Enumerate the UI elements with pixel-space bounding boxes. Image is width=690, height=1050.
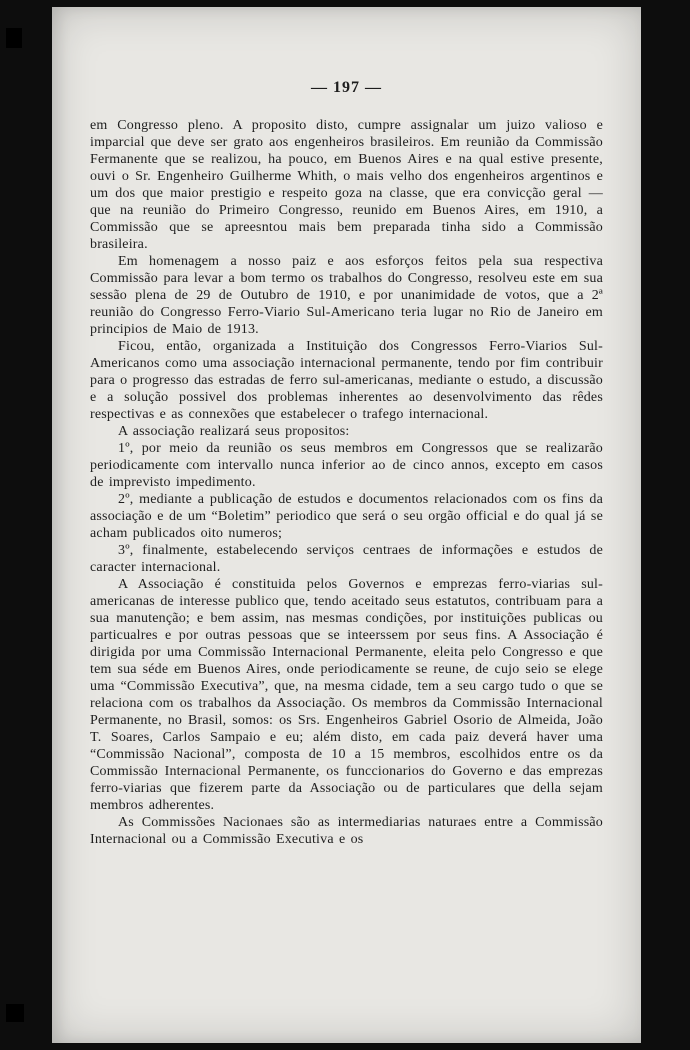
paragraph: 1º, por meio da reunião os seus membros em Congressos que se realizarão periodicamente com intervallo nunca inferior ao de cinco annos, excepto em casos de imprevisto impedimento.	[90, 441, 603, 490]
paragraph: As Commissões Nacionaes são as intermediarias naturaes entre a Commissão Internacional ou a Commissão Executiva e os	[90, 815, 603, 847]
document-page	[52, 7, 641, 1043]
paragraph: Em homenagem a nosso paiz e aos esforços feitos pela sua respectiva Commissão para levar a bom termo os trabalhos do Congresso, resolveu este em sua sessão plena de 29 de Outubro de 1910, e por unanimidade de votos, que a 2ª reunião do Congresso Ferro-Viario Sul-Americano teria lugar no Rio de Janeiro em principios de Maio de 1913.	[90, 254, 603, 337]
scan-artifact-bottom	[6, 1004, 24, 1022]
paragraph: A associação realizará seus propositos:	[118, 424, 350, 439]
paragraph: 2º, mediante a publicação de estudos e documentos relacionados com os fins da associação e de um “Boletim” periodico que será o seu orgão official e do qual já se acham publicados oito numeros;	[90, 492, 603, 541]
scan-artifact-top	[6, 28, 22, 48]
paragraph: 3º, finalmente, estabelecendo serviços centraes de informações e estudos de caracter internacional.	[90, 543, 603, 575]
body-text	[90, 117, 603, 848]
paragraph: A Associação é constituida pelos Governos e emprezas ferro-viarias sul-americanas de interesse publico que, tendo aceitado seus estatutos, contribuam para a sua manutenção; e bem assim, nas mesmas condições, por instituições publicas ou particualres e por outras pessoas que se inteerssem por seus fins. A Associação é dirigida por uma Commissão Internacional Permanente, eleita pelo Congresso e que tem sua séde em Buenos Aires, onde periodicamente se reune, de cujo seio se elege uma “Commissão Executiva”, que, na mesma cidade, tem a seu cargo tudo o que se relaciona com os trabalhos da Associação. Os membros da Commissão Internacional Permanente, no Brasil, somos: os Srs. Engenheiros Gabriel Osorio de Almeida, João T. Soares, Carlos Sampaio e eu; além disto, em cada paiz deverá haver uma “Commissão Nacional”, composta de 10 a 15 membros, escolhidos entre os da Commissão Internacional Permanente, os funccionarios do Governo e das emprezas ferro-viarias que fizerem parte da Associação ou de particulares que della sejam membros adherentes.	[90, 577, 603, 813]
paragraph: Ficou, então, organizada a Instituição dos Congressos Ferro-Viarios Sul-Americanos como uma associação internacional permanente, tendo por fim contribuir para o progresso das estradas de ferro sul-americanas, mediante o estudo, a discussão e a solução possivel dos problemas inherentes ao desenvolvimento das rêdes respectivas e as connexões que estabelecer o trafego internacional.	[90, 339, 603, 422]
paragraph: em Congresso pleno. A proposito disto, cumpre assignalar um juizo valioso e imparcial que deve ser grato aos engenheiros brasileiros. Em reunião da Commissão Fermanente que se realizou, ha pouco, em Buenos Aires e na qual estive presente, ouvi o Sr. Engenheiro Guilherme Whith, o mais velho dos engenheiros argentinos e um dos que maior prestigio e respeito goza na classe, que era convicção geral — que na reunião do Primeiro Congresso, reunido em Buenos Aires, em 1910, a Commissão que se apreesntou mais bem preparada tinha sido a Commissão brasileira.	[90, 118, 603, 252]
page-number: — 197 —	[311, 79, 382, 96]
